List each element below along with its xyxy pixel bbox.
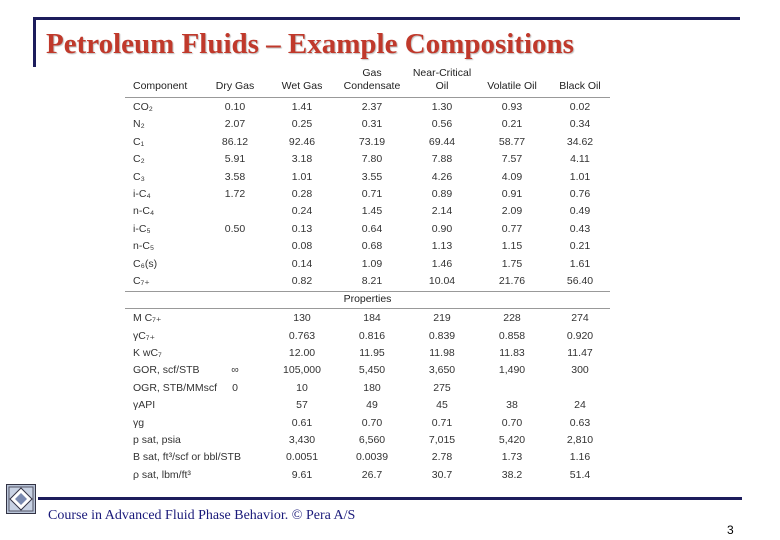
value-cell: 86.12 [221, 135, 249, 148]
header-cell-gas-condensate: Condensate [343, 80, 401, 92]
value-cell: ∞ [231, 364, 239, 377]
property-row [125, 432, 610, 449]
value-cell: 0.858 [498, 329, 526, 342]
value-cell: 5,450 [358, 364, 386, 377]
value-cell: 0.14 [291, 257, 313, 270]
value-cell: 300 [571, 364, 589, 377]
value-cell: 21.76 [498, 274, 526, 287]
property-row [125, 380, 610, 397]
top-frame-line [33, 17, 740, 20]
row-label-cell: C₇₊ [133, 274, 150, 287]
row-label-cell: n-C₄ [133, 205, 155, 218]
value-cell: 0.90 [431, 222, 453, 235]
row-label-cell: C₁ [133, 135, 145, 148]
property-row [125, 328, 610, 345]
row-label-cell: γC₇₊ [133, 329, 155, 342]
value-cell: 2.78 [431, 451, 453, 464]
property-row [125, 415, 610, 432]
value-cell: 38.2 [501, 468, 523, 481]
row-label-cell: γg [133, 416, 145, 429]
header-cell-dry-gas: Dry Gas [215, 80, 255, 92]
properties-label-rule [125, 308, 610, 309]
value-cell: 0.28 [291, 187, 313, 200]
value-cell: 49 [366, 399, 378, 412]
value-cell: 0.763 [288, 329, 316, 342]
row-label-cell: γAPI [133, 399, 156, 412]
value-cell: 1.46 [431, 257, 453, 270]
value-cell: 7.88 [431, 153, 453, 166]
value-cell: 12.00 [288, 347, 316, 360]
row-label-cell: N₂ [133, 118, 145, 131]
composition-row [125, 134, 610, 151]
header-top-cell: Near-Critical [412, 67, 472, 79]
value-cell: 105,000 [283, 364, 321, 377]
value-cell: 0.24 [291, 205, 313, 218]
row-label-cell: C₃ [133, 170, 145, 183]
row-label-cell: CO₂ [133, 101, 153, 113]
value-cell: 0.70 [501, 416, 523, 429]
value-cell: 4.09 [501, 170, 523, 183]
value-cell: 4.26 [431, 170, 453, 183]
row-label-cell: K wC₇ [133, 347, 162, 360]
value-cell: 30.7 [431, 468, 453, 481]
value-cell: 1.75 [501, 257, 523, 270]
table-header-row [125, 80, 610, 96]
logo-graphic [7, 485, 35, 513]
value-cell: 1.15 [501, 240, 523, 253]
value-cell: 1.13 [431, 240, 453, 253]
composition-row [125, 203, 610, 220]
value-cell: 0.71 [431, 416, 453, 429]
value-cell: 0.10 [224, 101, 246, 113]
value-cell: 10.04 [428, 274, 456, 287]
value-cell: 1.73 [501, 451, 523, 464]
value-cell: 0.77 [501, 222, 523, 235]
value-cell: 57 [296, 399, 308, 412]
value-cell: 0.61 [291, 416, 313, 429]
value-cell: 228 [503, 312, 521, 325]
value-cell: 0.68 [361, 240, 383, 253]
composition-row [125, 186, 610, 203]
value-cell: 92.46 [288, 135, 316, 148]
value-cell: 58.77 [498, 135, 526, 148]
composition-row [125, 99, 610, 116]
header-cell-black-oil: Black Oil [559, 80, 601, 92]
footer-text: Course in Advanced Fluid Phase Behavior. © Pera A/S [48, 508, 356, 523]
value-cell: 2.09 [501, 205, 523, 218]
table-header-top-row [125, 67, 610, 80]
property-row [125, 362, 610, 379]
value-cell: 219 [433, 312, 451, 325]
value-cell: 275 [433, 381, 451, 394]
value-cell: 0.839 [428, 329, 456, 342]
value-cell: 1.09 [361, 257, 383, 270]
value-cell: 0.76 [569, 187, 591, 200]
value-cell: 0.63 [569, 416, 591, 429]
value-cell: 0.89 [431, 187, 453, 200]
properties-rule [125, 291, 610, 292]
property-row [125, 345, 610, 362]
value-cell: 3,430 [288, 434, 316, 447]
value-cell: 180 [363, 381, 381, 394]
value-cell: 2.07 [224, 118, 246, 131]
value-cell: 4.11 [570, 153, 590, 166]
composition-row [125, 151, 610, 168]
row-label-cell: p sat, psia [133, 434, 181, 447]
value-cell: 0.21 [569, 240, 591, 253]
left-frame-line [33, 17, 36, 67]
row-label-cell: n-C₅ [133, 240, 155, 253]
value-cell: 0.93 [501, 101, 523, 113]
value-cell: 0.64 [361, 222, 383, 235]
property-row [125, 397, 610, 414]
row-label-cell: i-C₄ [133, 187, 151, 200]
value-cell: 3.18 [291, 153, 313, 166]
value-cell: 1.45 [361, 205, 383, 218]
row-label-cell: C₂ [133, 153, 145, 166]
value-cell: 7.80 [361, 153, 383, 166]
value-cell: 26.7 [361, 468, 383, 481]
value-cell: 0.71 [361, 187, 383, 200]
value-cell: 0.50 [224, 222, 246, 235]
value-cell: 274 [571, 312, 589, 325]
value-cell: 2.37 [361, 101, 383, 113]
footer-rule [38, 497, 742, 500]
header-rule [125, 97, 610, 98]
value-cell: 7.57 [501, 153, 523, 166]
composition-table [125, 67, 610, 484]
header-cell-component: Component [133, 80, 188, 92]
value-cell: 0.08 [291, 240, 313, 253]
value-cell: 0.31 [361, 118, 383, 131]
value-cell: 2,810 [566, 434, 594, 447]
composition-row [125, 273, 610, 290]
composition-row [125, 116, 610, 133]
header-cell-wet-gas: Wet Gas [281, 80, 323, 92]
row-label-cell: OGR, STB/MMscf [133, 381, 217, 394]
value-cell: 2.14 [431, 205, 453, 218]
value-cell: 0.34 [569, 118, 591, 131]
value-cell: 1.30 [431, 101, 453, 113]
value-cell: 0.91 [501, 187, 523, 200]
composition-rows [125, 99, 610, 290]
value-cell: 0.49 [569, 205, 591, 218]
value-cell: 0.56 [431, 118, 453, 131]
value-cell: 1.41 [291, 101, 313, 113]
composition-row [125, 169, 610, 186]
value-cell: 0.920 [566, 329, 594, 342]
row-label-cell: GOR, scf/STB [133, 364, 200, 377]
slide-title: Petroleum Fluids – Example Compositions [46, 28, 574, 60]
value-cell: 9.61 [291, 468, 313, 481]
header-cell-near-critical-oil: Oil [435, 80, 449, 92]
row-label-cell: C₆(s) [133, 257, 158, 270]
value-cell: 0.70 [361, 416, 383, 429]
value-cell: 11.98 [429, 347, 455, 360]
course-logo [6, 484, 36, 514]
value-cell: 38 [506, 399, 518, 412]
value-cell: 1.72 [224, 187, 246, 200]
value-cell: 3.55 [361, 170, 383, 183]
value-cell: 0.816 [358, 329, 386, 342]
value-cell: 10 [296, 381, 308, 394]
value-cell: 1,490 [498, 364, 526, 377]
value-cell: 1.16 [569, 451, 591, 464]
composition-row [125, 238, 610, 255]
property-row [125, 449, 610, 466]
header-cell-volatile-oil: Volatile Oil [487, 80, 537, 92]
value-cell: 6,560 [358, 434, 386, 447]
header-top-cell: Gas [362, 67, 382, 79]
value-cell: 0.13 [291, 222, 313, 235]
value-cell: 0.0051 [285, 451, 319, 464]
value-cell: 8.21 [361, 274, 383, 287]
value-cell: 34.62 [566, 135, 594, 148]
value-cell: 0.02 [569, 101, 591, 113]
value-cell: 1.61 [569, 257, 591, 270]
property-row [125, 310, 610, 327]
value-cell: 11.95 [359, 347, 385, 360]
value-cell: 24 [574, 399, 586, 412]
value-cell: 11.47 [567, 347, 593, 360]
value-cell: 0 [232, 381, 238, 394]
value-cell: 1.01 [291, 170, 313, 183]
page-number: 3 [727, 523, 734, 537]
row-label-cell: ρ sat, lbm/ft³ [133, 468, 191, 481]
composition-row [125, 256, 610, 273]
value-cell: 0.21 [501, 118, 523, 131]
row-label-cell: M C₇₊ [133, 312, 162, 325]
value-cell: 5,420 [498, 434, 526, 447]
row-label-cell: B sat, ft³/scf or bbl/STB [133, 451, 241, 464]
properties-label: Properties [343, 293, 392, 306]
value-cell: 0.43 [569, 222, 591, 235]
value-cell: 3,650 [428, 364, 456, 377]
value-cell: 56.40 [566, 274, 594, 287]
value-cell: 3.58 [224, 170, 246, 183]
value-cell: 7,015 [428, 434, 456, 447]
value-cell: 73.19 [358, 135, 386, 148]
value-cell: 69.44 [428, 135, 456, 148]
value-cell: 0.0039 [355, 451, 389, 464]
property-row [125, 467, 610, 484]
value-cell: 0.25 [291, 118, 313, 131]
composition-row [125, 221, 610, 238]
value-cell: 45 [436, 399, 448, 412]
value-cell: 0.82 [291, 274, 313, 287]
value-cell: 51.4 [569, 468, 591, 481]
value-cell: 184 [363, 312, 381, 325]
value-cell: 1.01 [569, 170, 591, 183]
properties-rows [125, 310, 610, 484]
value-cell: 130 [293, 312, 311, 325]
row-label-cell: i-C₅ [133, 222, 151, 235]
value-cell: 5.91 [224, 153, 246, 166]
value-cell: 11.83 [499, 347, 525, 360]
